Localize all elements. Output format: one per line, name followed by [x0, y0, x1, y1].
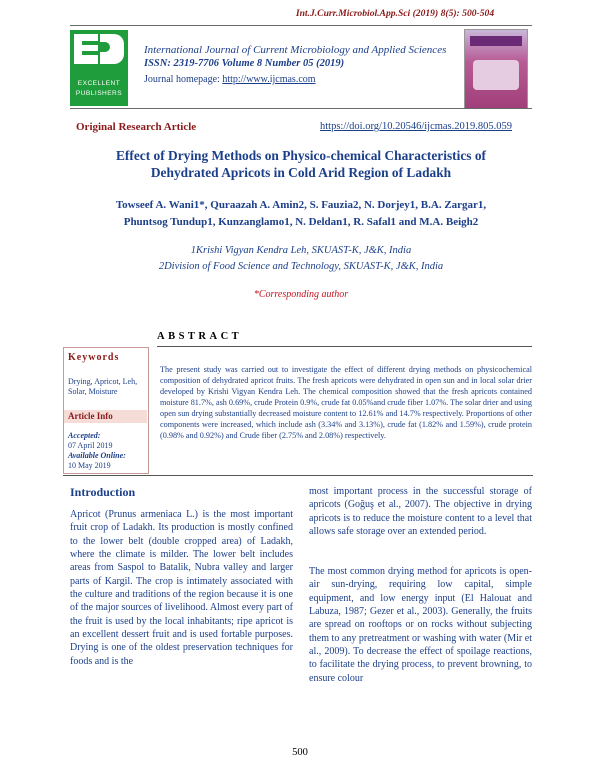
homepage-link[interactable]: http://www.ijcmas.com: [222, 74, 316, 85]
abstract-text: The present study was carried out to investigate the effect of different drying methods on physicochemical composition of dehydrated apricot fruits. The fresh apricots were dehydrated in open sun and in local solar drier developed by Krishi Vigyan Kendra Leh. The chemical composition showed that the fresh apricots contained moisture 81.7%, ash 0.69%, crude Protein 0.9%, crude fat 0.05%and crude fiber 1.07%. The solar drier and using open sun drying substantially decreased moisture content to 12.61% and 14.7% respectively. Proportions of other components were increased, which include ash (3.34% and 3.13%), crude fat (1.82% and 1.59%), crude protein (0.98% and 0.92%) and Crude fiber (2.75% and 2.08%) respectively.: [160, 365, 532, 440]
affiliation-1: 1Krishi Vigyan Kendra Leh, SKUAST-K, J&K, India: [190, 245, 412, 256]
article-info-title: Article Info: [68, 411, 113, 421]
logo-e-icon: [74, 34, 98, 64]
affiliation-2: 2Division of Food Science and Technology, SKUAST-K, J&K, India: [158, 261, 444, 272]
issn-line: ISSN: 2319-7706 Volume 8 Number 05 (2019): [144, 58, 345, 69]
article-title: Effect of Drying Methods on Physico-chemical Characteristics of Dehydrated Apricots in Cold Arid Region of Ladakh: [115, 148, 487, 180]
page-number: 500: [292, 747, 308, 758]
journal-homepage: Journal homepage: http://www.ijcmas.com: [144, 74, 316, 85]
publisher-logo: [70, 30, 128, 106]
journal-cover-image: [464, 29, 528, 109]
corresponding-author: *Corresponding author: [253, 289, 349, 300]
logo-text-1: EXCELLENT: [77, 80, 121, 87]
logo-p-icon: [100, 34, 124, 64]
article-type: Original Research Article: [76, 121, 197, 133]
logo-text-2: PUBLISHERS: [75, 90, 123, 97]
journal-name: International Journal of Current Microbiology and Applied Sciences: [144, 44, 447, 56]
introduction-heading: Introduction: [70, 485, 136, 499]
author-list: Towseef A. Wani1*, Quraazah A. Amin2, S. Fauzia2, N. Dorjey1, B.A. Zargar1, Phuntsog Tundup1, Kunzanglamo1, N. Deldan1, R. Safal1 and M.A. Beigh2: [115, 199, 487, 228]
abstract-bottom-rule: [63, 475, 533, 476]
abstract-heading: ABSTRACT: [157, 331, 243, 342]
header-rule-bottom: [70, 108, 532, 109]
right-column-paragraph-2: The most common drying method for apricots is open-air sun-drying, requiring low capital, simple equipment, and low energy input (El Halouat and Labuza, 1987; Gezer et al., 2003). Generally, the fruits are spread on rooftops or on rocks without subjecting them to any pretreatment or washing with water (Mir et al., 2009). To decrease the effect of spoilage reactions, to facilitate the drying process, to prevent browning, to ensure colour: [309, 566, 532, 684]
right-column-paragraph-1: most important process in the successful storage of apricots (Goğuş et al., 2007). The objective in drying apricots is to reduce the moisture content to a level that allows safe storage over an extended period.: [309, 486, 532, 538]
citation-header: Int.J.Curr.Microbiol.App.Sci (2019) 8(5): 500-504: [295, 8, 495, 19]
doi-link[interactable]: https://doi.org/10.20546/ijcmas.2019.805.059: [320, 121, 513, 132]
article-dates: Accepted: 07 April 2019 Available Online: 10 May 2019: [68, 431, 126, 470]
abstract-rule: [157, 346, 532, 347]
header-rule: [70, 25, 532, 26]
keywords-title: Keywords: [68, 352, 120, 363]
left-column-text: Apricot (Prunus armeniaca L.) is the most important fruit crop of Ladakh. Its production is mostly confined to the lower belt (double cropped area) of Ladakh, where the climate is milder. The lower belt includes areas from Saspol to Batalik, Nubra valley and larger parts of Kargil. The crop is intimately associated with the culture and traditions of the region because it is one of the major sources of livelihood. Almost every part of the fruit is used by the local inhabitants; ripe apricot is an excellent dessert fruit and is used fortable purposes. Drying is one of the oldest preservation techniques for foods and is the: [70, 509, 293, 667]
keywords-list: Drying, Apricot, Leh, Solar, Moisture: [68, 377, 138, 396]
